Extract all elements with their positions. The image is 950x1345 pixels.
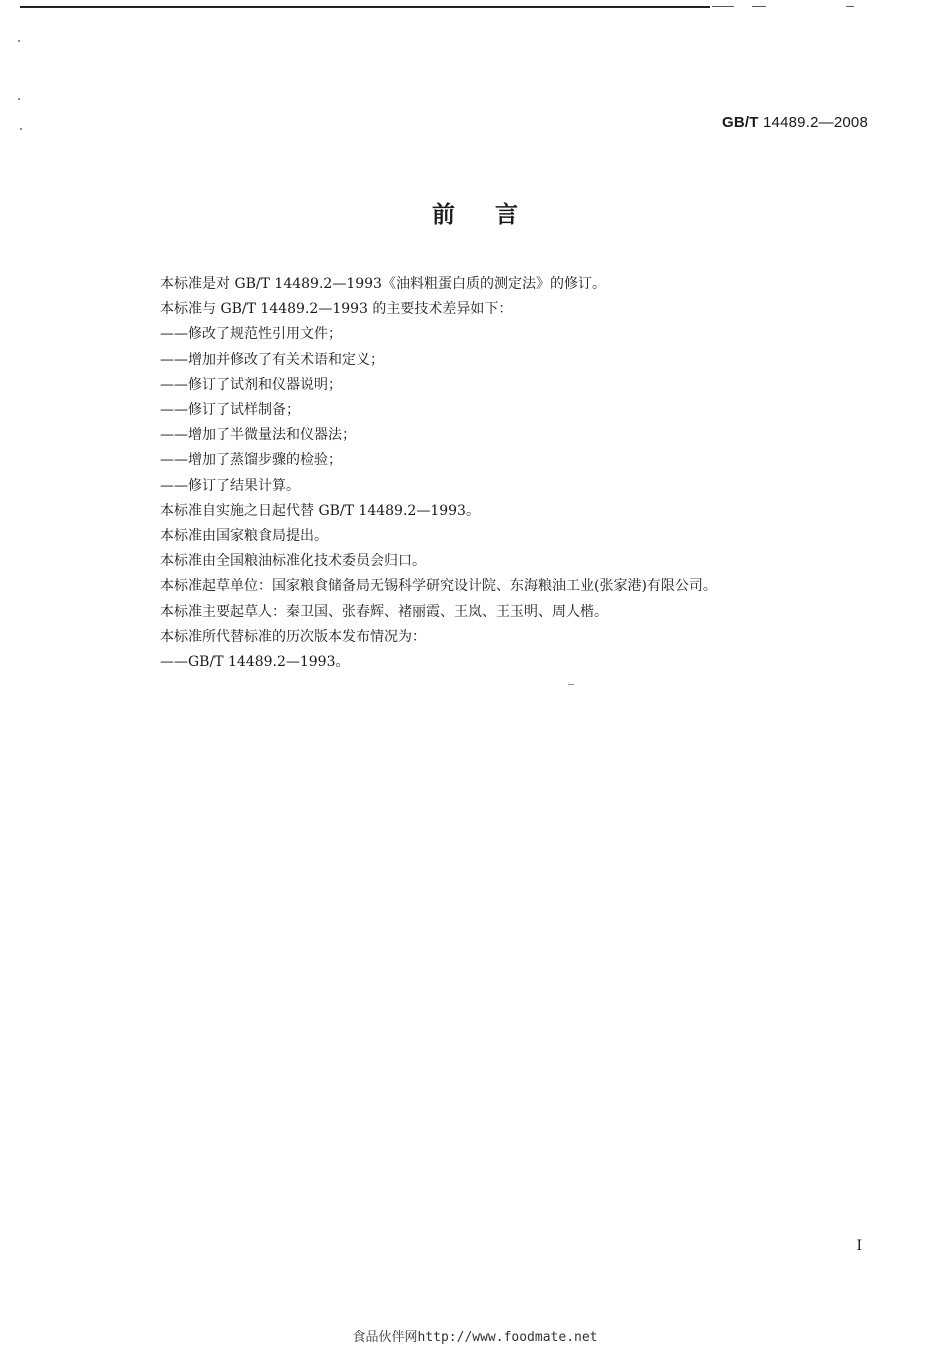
list-item: ——修订了结果计算。 <box>160 477 300 494</box>
list-item: ——修订了试样制备； <box>160 402 300 419</box>
watermark-text: 食品伙伴网http://www.foodmate.net <box>352 1330 598 1345</box>
top-rule-dash <box>712 6 734 7</box>
standard-code <box>722 114 868 131</box>
list-item: ——修订了试剂和仪器说明； <box>160 376 342 393</box>
top-rule-dash <box>752 6 766 7</box>
paragraph: 本标准由全国粮油标准化技术委员会归口。 <box>160 553 426 570</box>
paragraph: 本标准主要起草人：秦卫国、张春辉、褚丽霞、王岚、王玉明、周人楷。 <box>160 603 608 620</box>
page-heading: 前言 <box>432 202 558 228</box>
paragraph: 本标准自实施之日起代替 GB/T 14489.2—1993。 <box>160 502 480 519</box>
paragraph: 本标准由国家粮食局提出。 <box>160 528 328 545</box>
list-item: ——增加了半微量法和仪器法； <box>160 427 356 444</box>
top-rule-dash <box>846 6 854 7</box>
standard-code-prefix: GB/T <box>721 114 759 131</box>
paragraph: 本标准所代替标准的历次版本发布情况为： <box>160 628 426 645</box>
list-item: ——修改了规范性引用文件； <box>160 326 342 343</box>
scan-speck <box>18 40 20 42</box>
list-item: ——增加并修改了有关术语和定义； <box>160 351 384 368</box>
top-rule <box>20 6 710 8</box>
paragraph: 本标准是对 GB/T 14489.2—1993《油料粗蛋白质的测定法》的修订。 <box>160 276 606 292</box>
scan-speck <box>18 98 20 100</box>
list-item: ——GB/T 14489.2—1993。 <box>160 654 350 671</box>
scan-mark <box>568 684 574 685</box>
foreword-body <box>160 272 840 675</box>
scan-speck <box>20 128 22 130</box>
list-item: ——增加了蒸馏步骤的检验； <box>160 452 342 469</box>
paragraph: 本标准起草单位：国家粮食储备局无锡科学研究设计院、东海粮油工业(张家港)有限公司。 <box>160 578 717 595</box>
standard-code-number: 14489.2—2008 <box>763 114 868 131</box>
page-number: I <box>856 1238 862 1254</box>
paragraph: 本标准与 GB/T 14489.2—1993 的主要技术差异如下： <box>160 301 513 318</box>
